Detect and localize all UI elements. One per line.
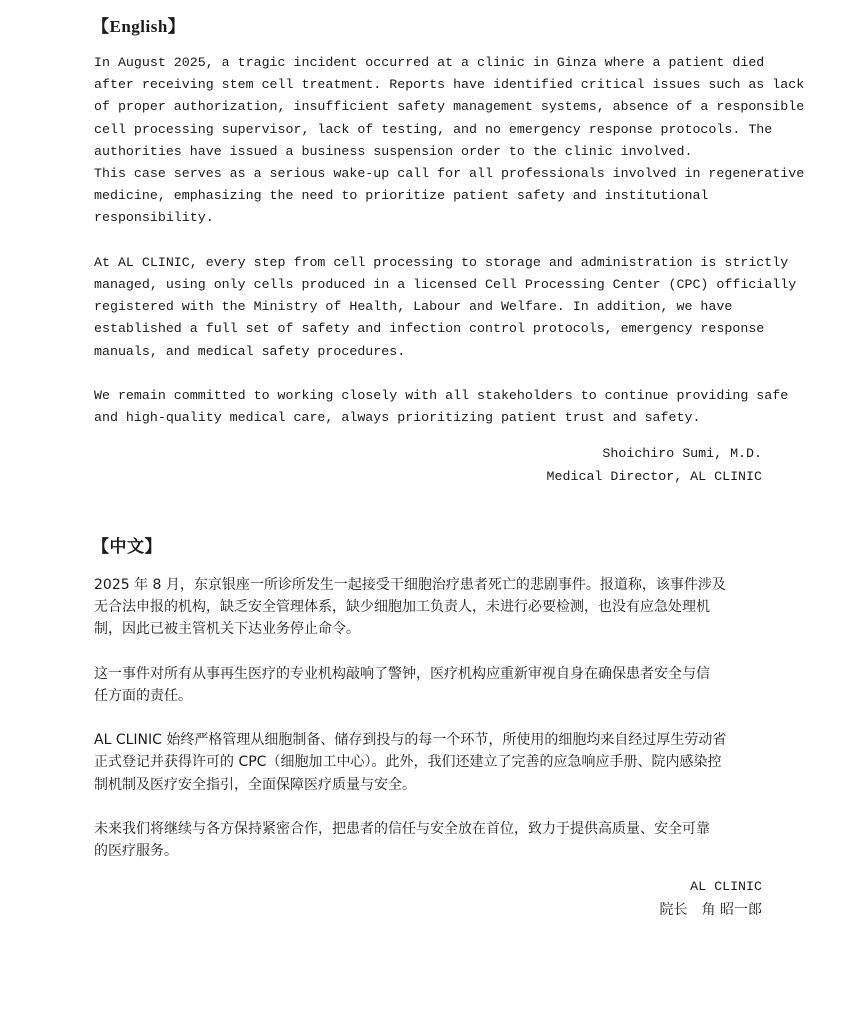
text-line: 无合法申报的机构，缺乏安全管理体系，缺少细胞加工负责人，未进行必要检测，也没有应急处理机 [94,599,710,616]
text-line: AL CLINIC 始终严格管理从细胞制备、储存到投与的每一个环节，所使用的细胞均来自经过厚生劳动省 [94,732,727,749]
text-line: manuals, and medical safety procedures. [94,343,406,359]
text-line: We remain committed to working closely with all stakeholders to continue providing safe [94,388,789,404]
text-line: 正式登记并获得许可的 CPC（细胞加工中心）。此外，我们还建立了完善的应急响应手册、院内感染控 [94,754,722,771]
text-line: registered with the Ministry of Health, Labour and Welfare. In addition, we have [94,299,733,315]
text-line: In August 2025, a tragic incident occurred at a clinic in Ginza where a patient died [94,55,765,70]
text-line: 2025 年 8 月，东京银座一所诊所发生一起接受干细胞治疗患者死亡的悲剧事件。报道称，该事件涉及 [94,576,726,593]
statement-document [92,14,805,921]
paragraph-gap [94,230,762,252]
text-line: 任方面的责任。 [94,687,192,704]
chinese-section [94,534,762,921]
text-line: 未来我们将继续与各方保持紧密合作，把患者的信任与安全放在首位，致力于提供高质量、安全可靠 [94,821,710,838]
signature-org: AL CLINIC [690,879,762,895]
paragraph [94,385,789,429]
signature-director: 院长 角 昭一郎 [659,901,762,918]
paragraph [94,663,762,707]
text-line: of proper authorization, insufficient safety management systems, absence of a responsible [94,99,805,115]
text-line: established a full set of safety and infection control protocols, emergency response [94,321,765,337]
text-line: 制机制及医疗安全指引，全面保障医疗质量与安全。 [94,776,416,793]
text-line: responsibility. [94,210,214,226]
signature-name: Shoichiro Sumi, M.D. [602,446,762,462]
text-line: cell processing supervisor, lack of testing, and no emergency response protocols. The [94,121,773,137]
paragraph-gap [94,707,762,729]
chinese-signature [94,876,762,920]
paragraph [94,729,762,796]
text-line: 这一事件对所有从事再生医疗的专业机构敲响了警钟，医疗机构应重新审视自身在确保患者安全与信 [94,665,710,682]
chinese-body [94,574,762,863]
paragraph [94,574,762,641]
english-heading: 【English】 [92,17,186,36]
paragraph [94,818,762,862]
text-line: medicine, emphasizing the need to prioritize patient safety and institutional [94,188,709,204]
english-body [94,52,805,429]
paragraph-gap [94,363,762,385]
paragraph-gap [94,796,762,818]
text-line: At AL CLINIC, every step from cell processing to storage and administration is strictly [94,254,789,270]
text-line: 制，因此已被主管机关下达业务停止命令。 [94,621,360,638]
signature-title: Medical Director, AL CLINIC [546,468,762,484]
chinese-heading: 【中文】 [92,536,162,556]
paragraph-gap [94,640,762,662]
paragraph [94,52,805,230]
english-signature [94,443,762,487]
english-section [92,14,805,488]
text-line: and high-quality medical care, always prioritizing patient trust and safety. [94,410,701,426]
paragraph [94,252,797,363]
text-line: after receiving stem cell treatment. Reports have identified critical issues such as lack [94,77,805,93]
text-line: managed, using only cells produced in a licensed Cell Processing Center (CPC) officially [94,277,797,293]
text-line: authorities have issued a business suspension order to the clinic involved. [94,143,693,159]
text-line: 的医疗服务。 [94,843,178,860]
text-line: This case serves as a serious wake-up call for all professionals involved in regenerative [94,166,805,182]
